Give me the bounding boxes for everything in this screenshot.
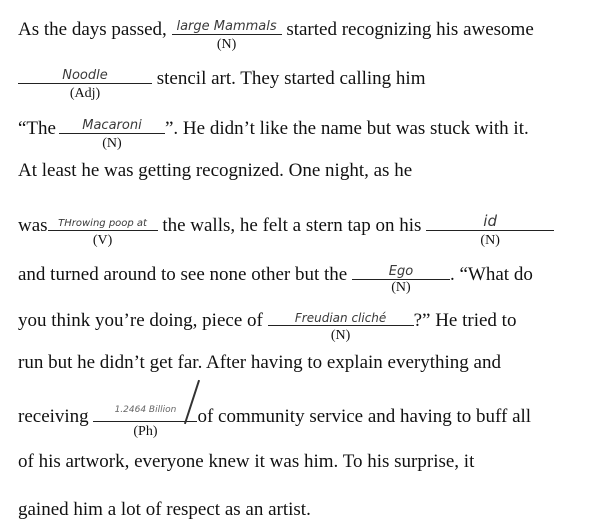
story-text: started recognizing his awesome bbox=[286, 19, 534, 40]
handwritten-answer: THrowing poop at bbox=[58, 218, 147, 229]
part-of-speech-label: (N) bbox=[330, 328, 351, 343]
part-of-speech-label: (N) bbox=[391, 280, 411, 295]
story-text: of community service and having to buff all bbox=[197, 406, 532, 427]
handwritten-answer: large Mammals bbox=[176, 19, 277, 34]
story-text: “The bbox=[18, 118, 56, 139]
blank-7 bbox=[268, 305, 414, 343]
story-text: receiving bbox=[18, 406, 89, 427]
story-text: As the days passed, bbox=[18, 19, 167, 40]
blank-1 bbox=[172, 14, 282, 52]
story-text: the walls, he felt a stern tap on his bbox=[162, 215, 422, 236]
handwritten-answer: 1.2464 Billion bbox=[114, 405, 177, 415]
handwritten-answer: id bbox=[483, 212, 497, 230]
part-of-speech-label: (N) bbox=[480, 233, 500, 248]
blank-3 bbox=[59, 113, 165, 151]
blank-6 bbox=[352, 259, 450, 295]
story-text: you think you’re doing, piece of bbox=[18, 310, 263, 331]
story-text: ”. He didn’t like the name but was stuck with it. bbox=[164, 118, 529, 139]
story-text: stencil art. They started calling him bbox=[156, 68, 426, 89]
story-text: At least he was getting recognized. One night, as he bbox=[18, 160, 413, 181]
story-line-7 bbox=[18, 305, 517, 343]
story-line-4 bbox=[18, 160, 412, 182]
blank-5 bbox=[426, 210, 554, 248]
story-text: of his artwork, everyone knew it was him. To his surprise, it bbox=[18, 451, 475, 472]
part-of-speech-label: (Ph) bbox=[133, 424, 158, 439]
story-text: and turned around to see none other but the bbox=[18, 264, 348, 285]
blank-2 bbox=[18, 63, 152, 101]
story-line-5 bbox=[18, 210, 554, 248]
story-text: was bbox=[18, 215, 48, 236]
part-of-speech-label: (N) bbox=[216, 37, 237, 52]
story-line-1 bbox=[18, 14, 534, 52]
story-line-3 bbox=[18, 113, 529, 151]
story-line-2 bbox=[18, 63, 426, 101]
handwritten-answer: Noodle bbox=[62, 68, 108, 83]
story-line-6 bbox=[18, 259, 533, 295]
story-line-10 bbox=[18, 451, 474, 473]
blank-4 bbox=[48, 210, 158, 248]
story-text: run but he didn’t get far. After having to explain everything and bbox=[18, 352, 501, 373]
handwritten-answer: Ego bbox=[388, 264, 414, 279]
story-text: . “What do bbox=[449, 264, 533, 285]
handwritten-answer: Macaroni bbox=[82, 118, 142, 133]
part-of-speech-label: (Adj) bbox=[69, 86, 101, 101]
story-text: gained him a lot of respect as an artist. bbox=[18, 499, 311, 520]
story-line-9 bbox=[18, 401, 532, 439]
part-of-speech-label: (V) bbox=[92, 233, 113, 248]
story-line-8 bbox=[18, 352, 501, 374]
story-line-11 bbox=[18, 499, 311, 521]
handwritten-answer: Freudian cliché bbox=[294, 311, 387, 325]
blank-8 bbox=[93, 401, 197, 439]
part-of-speech-label: (N) bbox=[102, 136, 122, 151]
story-text: ?” He tried to bbox=[413, 310, 517, 331]
